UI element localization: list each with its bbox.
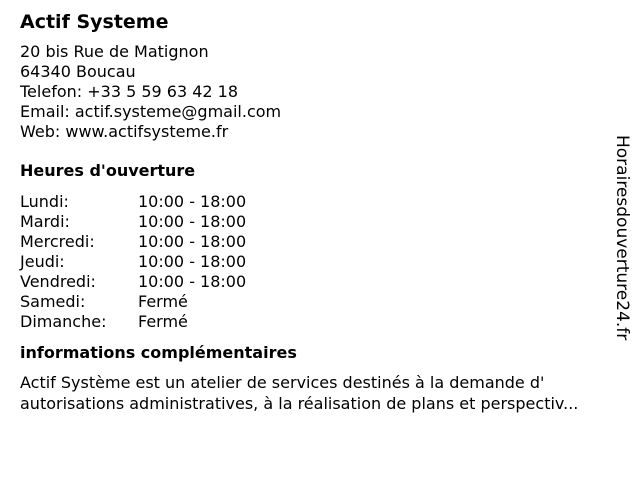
hours-day-label: Vendredi: (20, 272, 96, 291)
hours-day-label: Mercredi: (20, 232, 95, 251)
hours-time-value: 10:00 - 18:00 (138, 232, 247, 251)
hours-row-monday (20, 192, 615, 212)
hours-row-saturday (20, 292, 615, 312)
hours-day-label: Lundi: (20, 192, 69, 211)
hours-time-value: 10:00 - 18:00 (138, 272, 247, 291)
hours-row-sunday (20, 312, 615, 332)
description-line: Actif Système est un atelier de services destinés à la demande d' (20, 373, 545, 392)
opening-hours-heading: Heures d'ouverture (20, 161, 196, 180)
hours-time-value: Fermé (138, 312, 188, 331)
address-street: 20 bis Rue de Matignon (20, 42, 209, 61)
hours-row-wednesday (20, 232, 615, 252)
description-line: autorisations administratives, à la réalisation de plans et perspectiv... (20, 394, 579, 413)
contact-block (20, 42, 615, 142)
hours-time-value: Fermé (138, 292, 188, 311)
hours-day-label: Dimanche: (20, 312, 107, 331)
hours-time-value: 10:00 - 18:00 (138, 252, 247, 271)
hours-row-thursday (20, 252, 615, 272)
additional-info-text (20, 372, 615, 414)
hours-row-tuesday (20, 212, 615, 232)
hours-time-value: 10:00 - 18:00 (138, 192, 247, 211)
website-url: Web: www.actifsysteme.fr (20, 122, 229, 141)
hours-day-label: Mardi: (20, 212, 70, 231)
phone-number: Telefon: +33 5 59 63 42 18 (20, 82, 239, 101)
hours-day-label: Jeudi: (20, 252, 65, 271)
business-name: Actif Systeme (20, 11, 169, 33)
opening-hours-table (20, 192, 615, 332)
hours-row-friday (20, 272, 615, 292)
address-city: 64340 Boucau (20, 62, 136, 81)
email-address: Email: actif.systeme@gmail.com (20, 102, 282, 121)
hours-day-label: Samedi: (20, 292, 86, 311)
hours-time-value: 10:00 - 18:00 (138, 212, 247, 231)
business-card (20, 10, 615, 414)
site-watermark: Horairesdouverture24.fr (612, 135, 632, 341)
additional-info-heading: informations complémentaires (20, 343, 297, 362)
